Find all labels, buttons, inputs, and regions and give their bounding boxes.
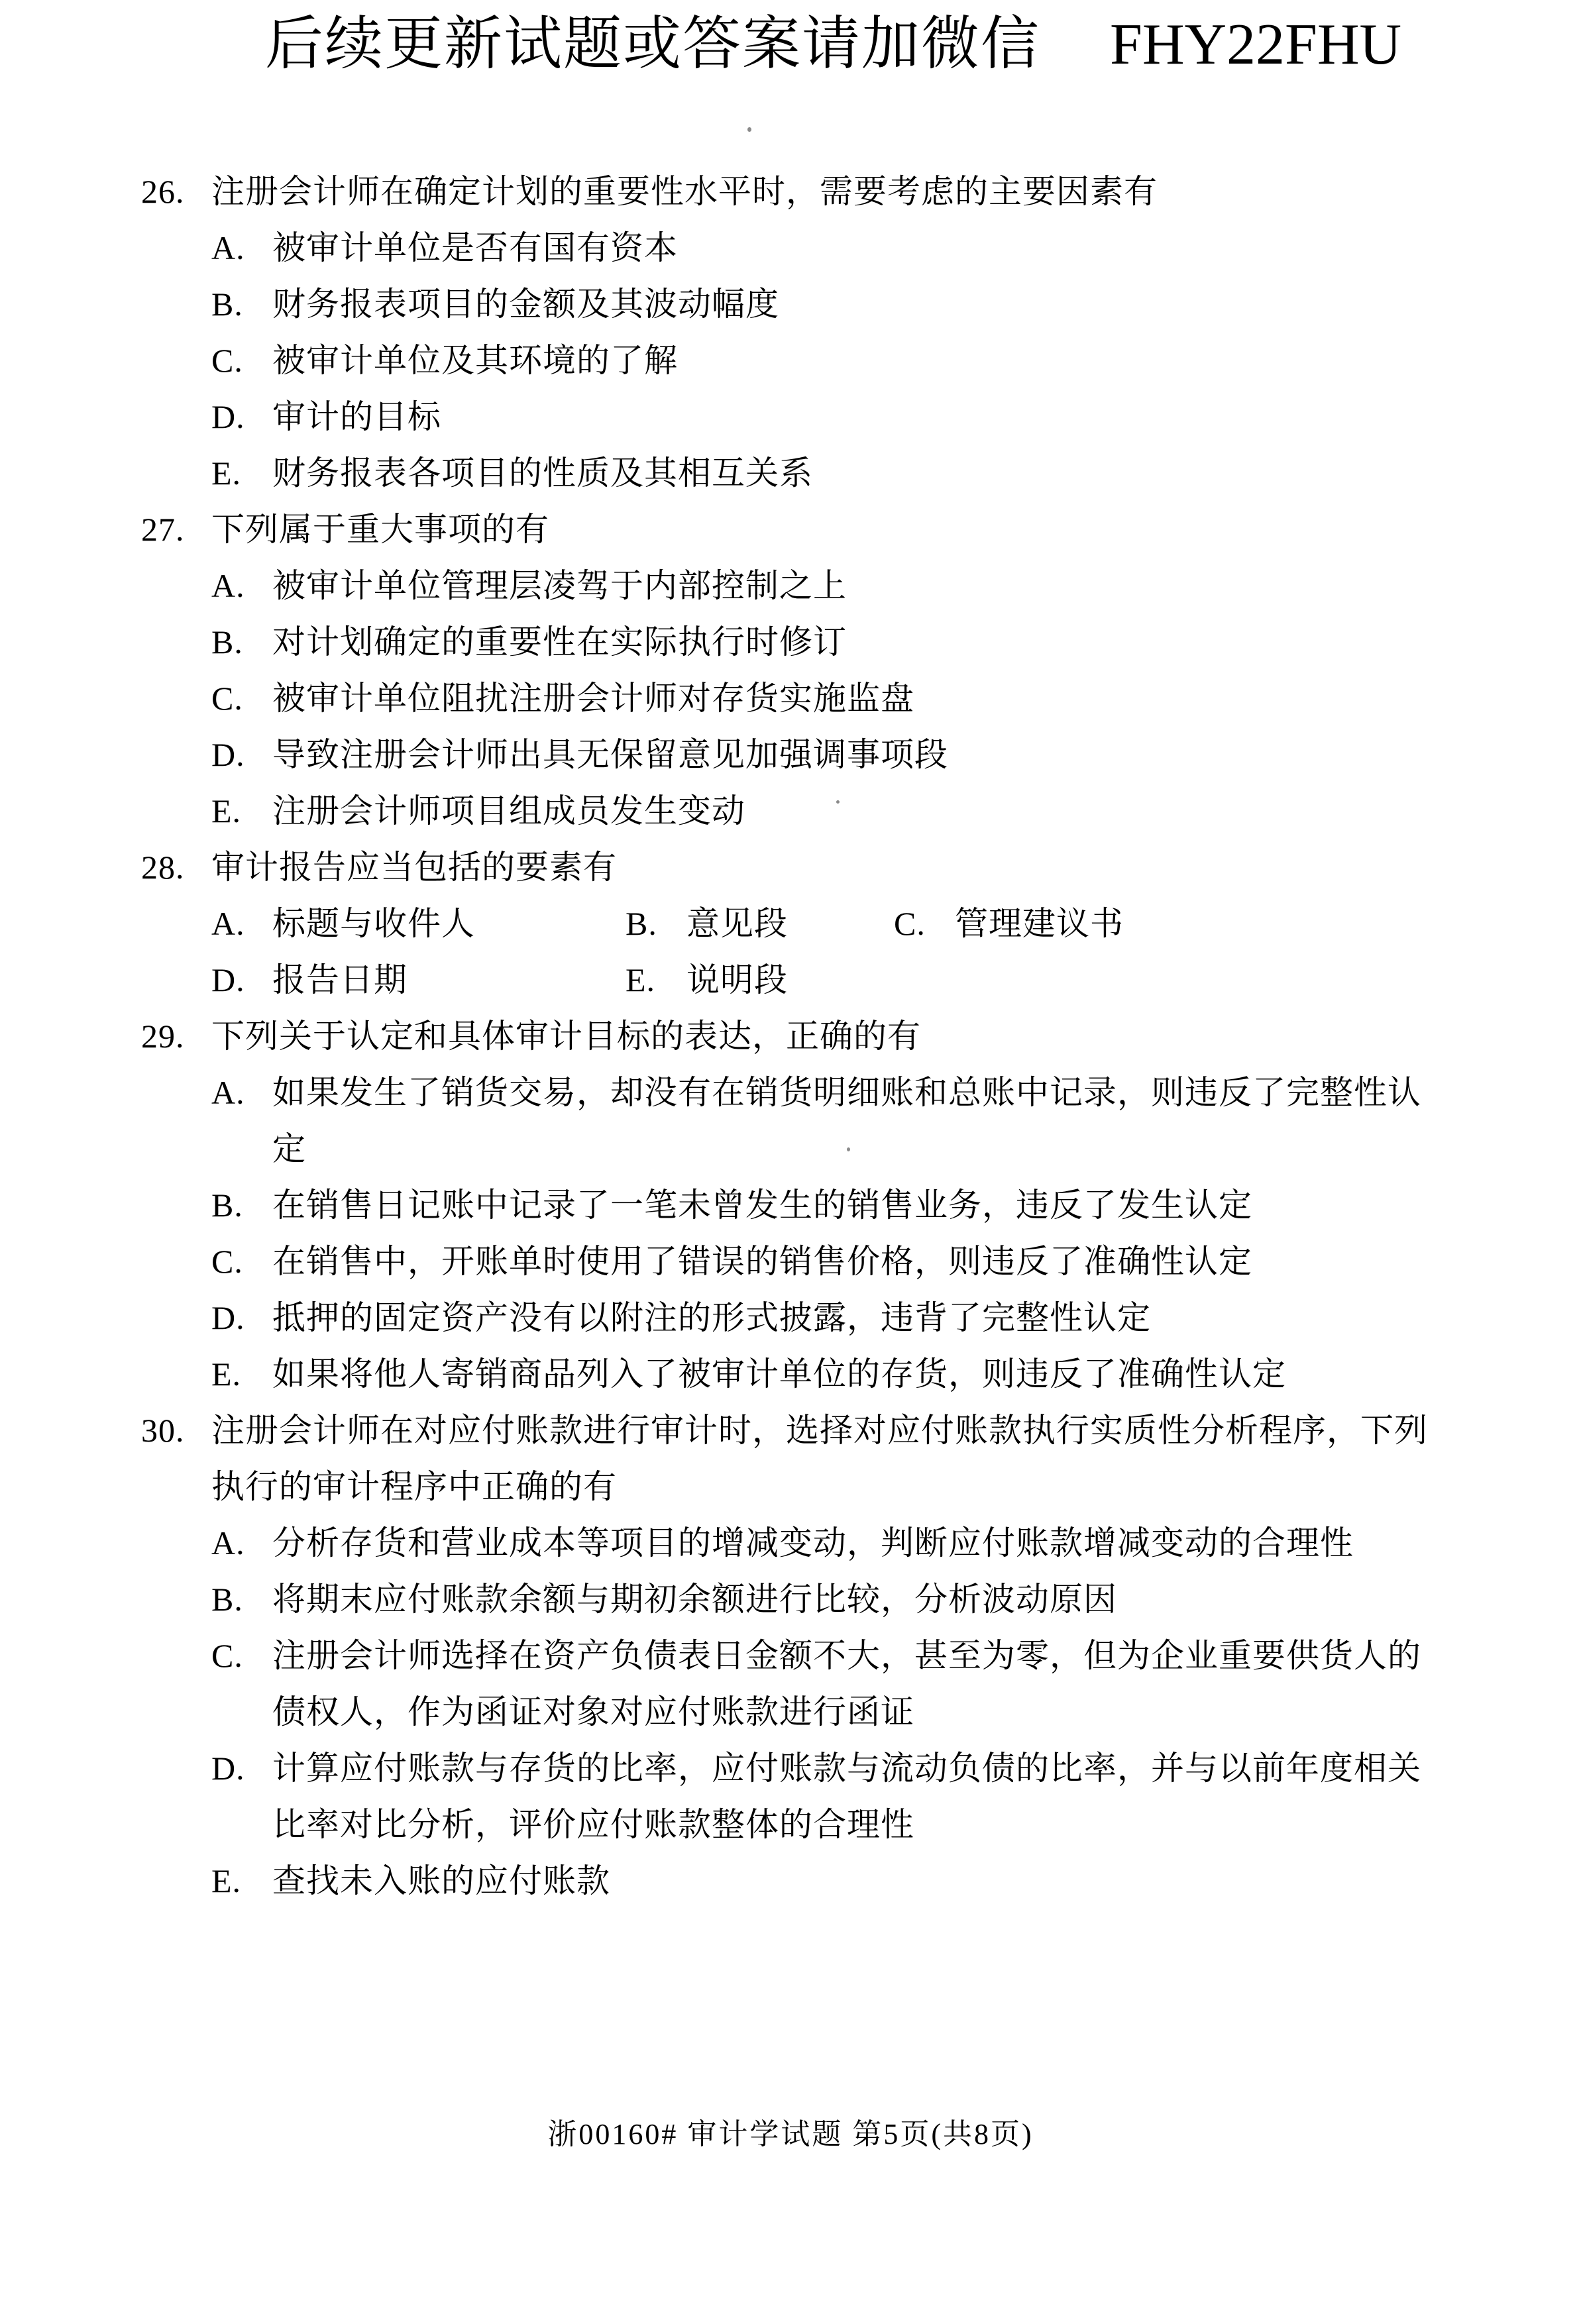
question-27-option-b <box>211 614 1450 670</box>
footer-page-info: 浙00160# 审计学试题 第5页(共8页) <box>547 2118 1034 2150</box>
option-label: A. <box>211 1524 245 1561</box>
option-text: 计算应付账款与存货的比率，应付账款与流动负债的比率，并与以前年度相关 比率对比分析，评价应付账款整体的合理性 <box>272 1750 1421 1843</box>
question-stem <box>211 164 1450 220</box>
option-text: 导致注册会计师出具无保留意见加强调事项段 <box>272 736 948 773</box>
question-29-option-b <box>211 1177 1450 1234</box>
option-text: 注册会计师项目组成员发生变动 <box>272 792 745 829</box>
question-27-option-c <box>211 670 1450 727</box>
option-text: 报告日期 <box>272 961 408 998</box>
stem-line: 下列关于认定和具体审计目标的表达，正确的有 <box>211 1018 921 1055</box>
question-27-option-d <box>211 727 1450 783</box>
option-label: C. <box>211 342 243 379</box>
option-label: A. <box>211 1074 245 1111</box>
question-28-option-d <box>211 952 626 1008</box>
option-label: A. <box>211 567 245 604</box>
scan-artifact-dot <box>747 127 751 132</box>
page-footer <box>0 2115 1581 2154</box>
question-26-option-a <box>211 220 1450 276</box>
question-27 <box>141 502 1450 839</box>
stem-line: 注册会计师在确定计划的重要性水平时，需要考虑的主要因素有 <box>211 173 1158 210</box>
question-29-option-c <box>211 1234 1450 1290</box>
question-26 <box>141 164 1450 502</box>
question-30 <box>141 1402 1450 1909</box>
option-label: C. <box>211 680 243 717</box>
option-text: 被审计单位管理层凌驾于内部控制之上 <box>272 567 847 604</box>
question-27-option-a <box>211 558 1450 614</box>
option-label: D. <box>211 961 245 998</box>
option-label: E. <box>211 792 242 829</box>
option-label: A. <box>211 229 245 266</box>
option-text: 如果将他人寄销商品列入了被审计单位的存货，则违反了准确性认定 <box>272 1355 1286 1393</box>
option-text: 财务报表各项目的性质及其相互关系 <box>272 454 813 492</box>
stem-line: 下列属于重大事项的有 <box>211 511 549 548</box>
question-stem <box>211 839 1450 896</box>
question-number: 29. <box>141 1018 185 1055</box>
option-text: 管理建议书 <box>955 905 1124 942</box>
option-text: 被审计单位及其环境的了解 <box>272 342 678 379</box>
question-29-option-d <box>211 1290 1450 1346</box>
question-26-option-b <box>211 276 1450 333</box>
option-label: B. <box>211 1581 243 1618</box>
question-28-option-e <box>626 952 1450 1008</box>
question-number: 28. <box>141 849 185 886</box>
question-26-option-e <box>211 445 1450 502</box>
option-text: 如果发生了销货交易，却没有在销货明细账和总账中记录，则违反了完整性认 定 <box>272 1074 1421 1167</box>
question-29-option-e <box>211 1346 1450 1402</box>
option-label: C. <box>894 905 926 942</box>
question-30-option-a <box>211 1515 1450 1571</box>
option-label: C. <box>211 1243 243 1280</box>
question-28-option-a <box>211 896 626 952</box>
option-text: 在销售日记账中记录了一笔未曾发生的销售业务，违反了发生认定 <box>272 1187 1252 1224</box>
question-stem <box>211 1402 1450 1515</box>
question-28-option-row-2 <box>211 952 1450 1008</box>
question-number: 30. <box>141 1412 185 1449</box>
option-label: D. <box>211 398 245 435</box>
option-text: 财务报表项目的金额及其波动幅度 <box>272 286 779 323</box>
option-label: E. <box>211 1355 242 1393</box>
question-30-option-c <box>211 1628 1450 1740</box>
question-area <box>141 164 1450 1909</box>
option-label: B. <box>211 623 243 660</box>
question-30-option-d <box>211 1740 1450 1853</box>
question-29-option-a <box>211 1065 1450 1177</box>
option-text: 注册会计师选择在资产负债表日金额不大，甚至为零，但为企业重要供货人的 债权人，作为函证对象对应付账款进行函证 <box>272 1637 1421 1730</box>
option-label: E. <box>626 961 656 998</box>
stem-line: 审计报告应当包括的要素有 <box>211 849 617 886</box>
option-label: D. <box>211 1750 245 1787</box>
option-label: E. <box>211 454 242 492</box>
question-30-option-e <box>211 1853 1450 1909</box>
option-text: 将期末应付账款余额与期初余额进行比较，分析波动原因 <box>272 1581 1117 1618</box>
option-text: 说明段 <box>686 961 788 998</box>
option-text: 抵押的固定资产没有以附注的形式披露，违背了完整性认定 <box>272 1299 1151 1336</box>
option-text: 查找未入账的应付账款 <box>272 1862 610 1899</box>
stem-line: 执行的审计程序中正确的有 <box>211 1468 617 1505</box>
question-stem <box>211 502 1450 558</box>
question-29 <box>141 1008 1450 1402</box>
option-text: 在销售中，开账单时使用了错误的销售价格，则违反了准确性认定 <box>272 1243 1252 1280</box>
option-label: A. <box>211 905 245 942</box>
question-stem <box>211 1008 1450 1065</box>
option-text: 标题与收件人 <box>272 905 475 942</box>
option-label: D. <box>211 1299 245 1336</box>
option-label: B. <box>211 286 243 323</box>
question-26-option-c <box>211 333 1450 389</box>
option-text: 意见段 <box>686 905 788 942</box>
question-30-option-b <box>211 1571 1450 1628</box>
header-wechat-code: FHY22FHU <box>1110 13 1402 77</box>
option-text: 被审计单位是否有国有资本 <box>272 229 678 266</box>
option-label: E. <box>211 1862 242 1899</box>
option-text: 被审计单位阻扰注册会计师对存货实施监盘 <box>272 680 914 717</box>
question-28-option-row-1 <box>211 896 1450 952</box>
stem-line: 注册会计师在对应付账款进行审计时，选择对应付账款执行实质性分析程序，下列 <box>211 1412 1428 1449</box>
option-label: C. <box>211 1637 243 1674</box>
option-label: B. <box>626 905 657 942</box>
question-28-option-c <box>894 896 1450 952</box>
option-text: 审计的目标 <box>272 398 441 435</box>
option-label: D. <box>211 736 245 773</box>
option-text: 对计划确定的重要性在实际执行时修订 <box>272 623 847 660</box>
question-27-option-e <box>211 783 1450 839</box>
header-notice: 后续更新试题或答案请加微信 <box>265 13 1041 77</box>
question-28 <box>141 839 1450 1008</box>
question-number: 27. <box>141 511 185 548</box>
question-28-option-b <box>626 896 894 952</box>
option-text: 分析存货和营业成本等项目的增减变动，判断应付账款增减变动的合理性 <box>272 1524 1354 1561</box>
question-26-option-d <box>211 389 1450 445</box>
question-number: 26. <box>141 173 185 210</box>
page-header <box>265 12 1401 78</box>
option-label: B. <box>211 1187 243 1224</box>
